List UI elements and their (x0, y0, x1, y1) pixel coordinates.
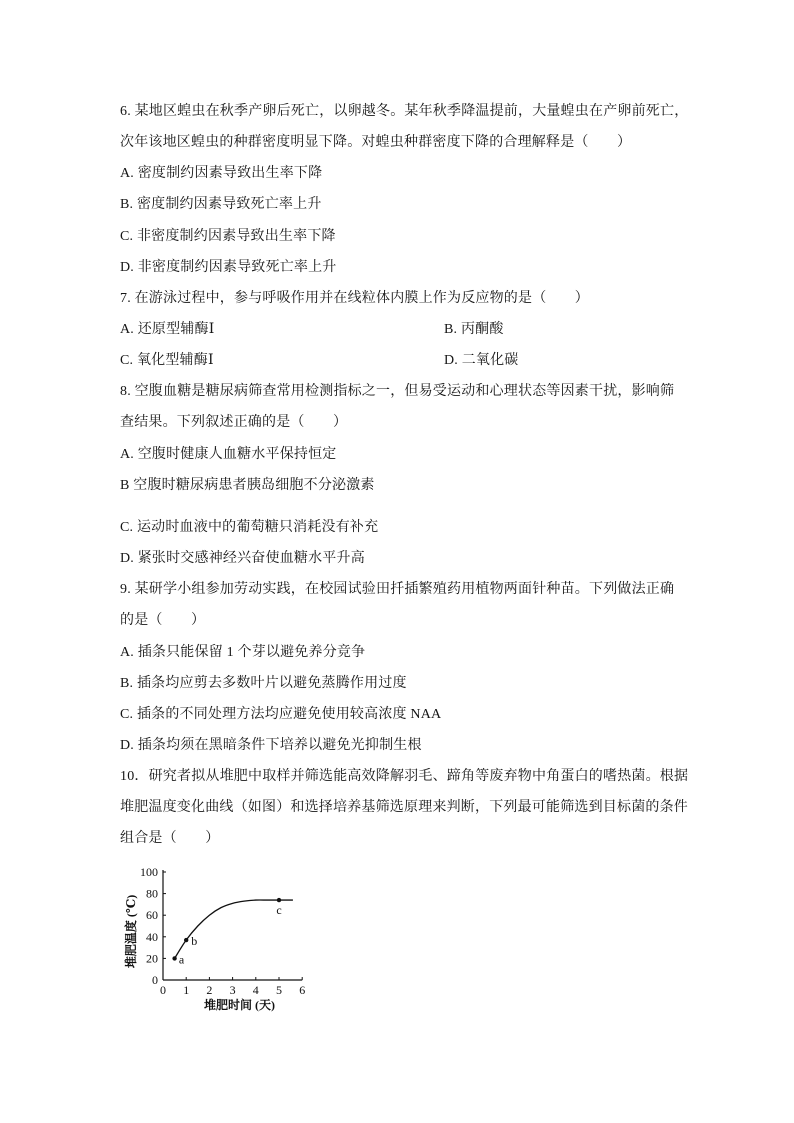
q9-option-a: A. 插条只能保留 1 个芽以避免养分竞争 (120, 645, 366, 660)
q9-option-b: B. 插条均应剪去多数叶片以避免蒸腾作用过度 (120, 676, 407, 691)
q8-stem-line-2: 查结果。下列叙述正确的是（ ） (120, 415, 348, 430)
q10-stem-line-2: 堆肥温度变化曲线（如图）和选择培养基筛选原理来判断，下列最可能筛选到目标菌的条件 (120, 800, 688, 815)
y-tick-label: 40 (146, 929, 158, 944)
point-a (172, 956, 176, 960)
q6-option-a: A. 密度制约因素导致出生率下降 (120, 166, 323, 181)
q7-option-a: A. 还原型辅酶Ⅰ (120, 322, 215, 337)
y-tick-label: 100 (140, 865, 158, 879)
x-tick-label: 0 (160, 983, 166, 997)
point-label-c: c (276, 903, 282, 918)
point-b (184, 938, 188, 942)
q6-option-d: D. 非密度制约因素导致死亡率上升 (120, 260, 337, 275)
q8-option-a: A. 空腹时健康人血糖水平保持恒定 (120, 447, 337, 462)
y-tick-label: 0 (152, 973, 158, 987)
q6-option-c: C. 非密度制约因素导致出生率下降 (120, 229, 336, 244)
x-axis-label: 堆肥时间 (天) (204, 998, 276, 1012)
q6-stem-line-2: 次年该地区蝗虫的种群密度明显下降。对蝗虫种群密度下降的合理解释是（ ） (120, 135, 632, 150)
q10-stem-line-3: 组合是（ ） (120, 831, 220, 846)
x-tick-label: 2 (206, 983, 213, 997)
temperature-curve (175, 900, 293, 958)
point-label-a: a (178, 952, 185, 967)
y-tick-label: 20 (146, 951, 158, 966)
q7-option-c: C. 氧化型辅酶Ⅰ (120, 353, 214, 368)
q8-option-b: B 空腹时糖尿病患者胰岛细胞不分泌激素 (120, 478, 375, 493)
q9-stem-line-1: 9. 某研学小组参加劳动实践，在校园试验田扦插繁殖药用植物两面针种苗。下列做法正确 (120, 582, 675, 597)
x-tick-label: 4 (252, 983, 259, 997)
x-tick-label: 5 (276, 983, 282, 997)
x-tick-label: 1 (183, 983, 190, 997)
point-c (277, 898, 281, 902)
q8-stem-line-1: 8. 空腹血糖是糖尿病筛查常用检测指标之一，但易受运动和心理状态等因素干扰，影响筛 (120, 384, 675, 399)
x-tick-label: 3 (229, 983, 236, 997)
y-axis-label: 堆肥温度 (℃) (124, 894, 138, 969)
y-tick-label: 80 (146, 886, 158, 901)
q8-option-d: D. 紧张时交感神经兴奋使血糖水平升高 (120, 551, 365, 566)
q9-stem-line-2: 的是（ ） (120, 613, 206, 628)
compost-temperature-chart (115, 858, 315, 1023)
q9-option-c: C. 插条的不同处理方法均应避免使用较高浓度 NAA (120, 707, 442, 722)
q6-stem-line-1: 6. 某地区蝗虫在秋季产卵后死亡，以卵越冬。某年秋季降温提前，大量蝗虫在产卵前死亡， (120, 104, 689, 119)
q10-stem-line-1: 10．研究者拟从堆肥中取样并筛选能高效降解羽毛、蹄角等废弃物中角蛋白的嗜热菌。根据 (120, 769, 689, 784)
x-tick-label: 6 (299, 983, 306, 997)
q9-option-d: D. 插条均须在黑暗条件下培养以避免光抑制生根 (120, 738, 422, 753)
q7-stem-line-1: 7. 在游泳过程中，参与呼吸作用并在线粒体内膜上作为反应物的是（ ） (120, 291, 589, 306)
y-tick-label: 60 (146, 908, 158, 923)
point-label-b: b (191, 934, 198, 949)
q6-option-b: B. 密度制约因素导致死亡率上升 (120, 197, 322, 212)
q7-option-d: D. 二氧化碳 (444, 353, 519, 368)
q7-option-b: B. 丙酮酸 (444, 322, 504, 337)
q8-option-c: C. 运动时血液中的葡萄糖只消耗没有补充 (120, 520, 379, 535)
